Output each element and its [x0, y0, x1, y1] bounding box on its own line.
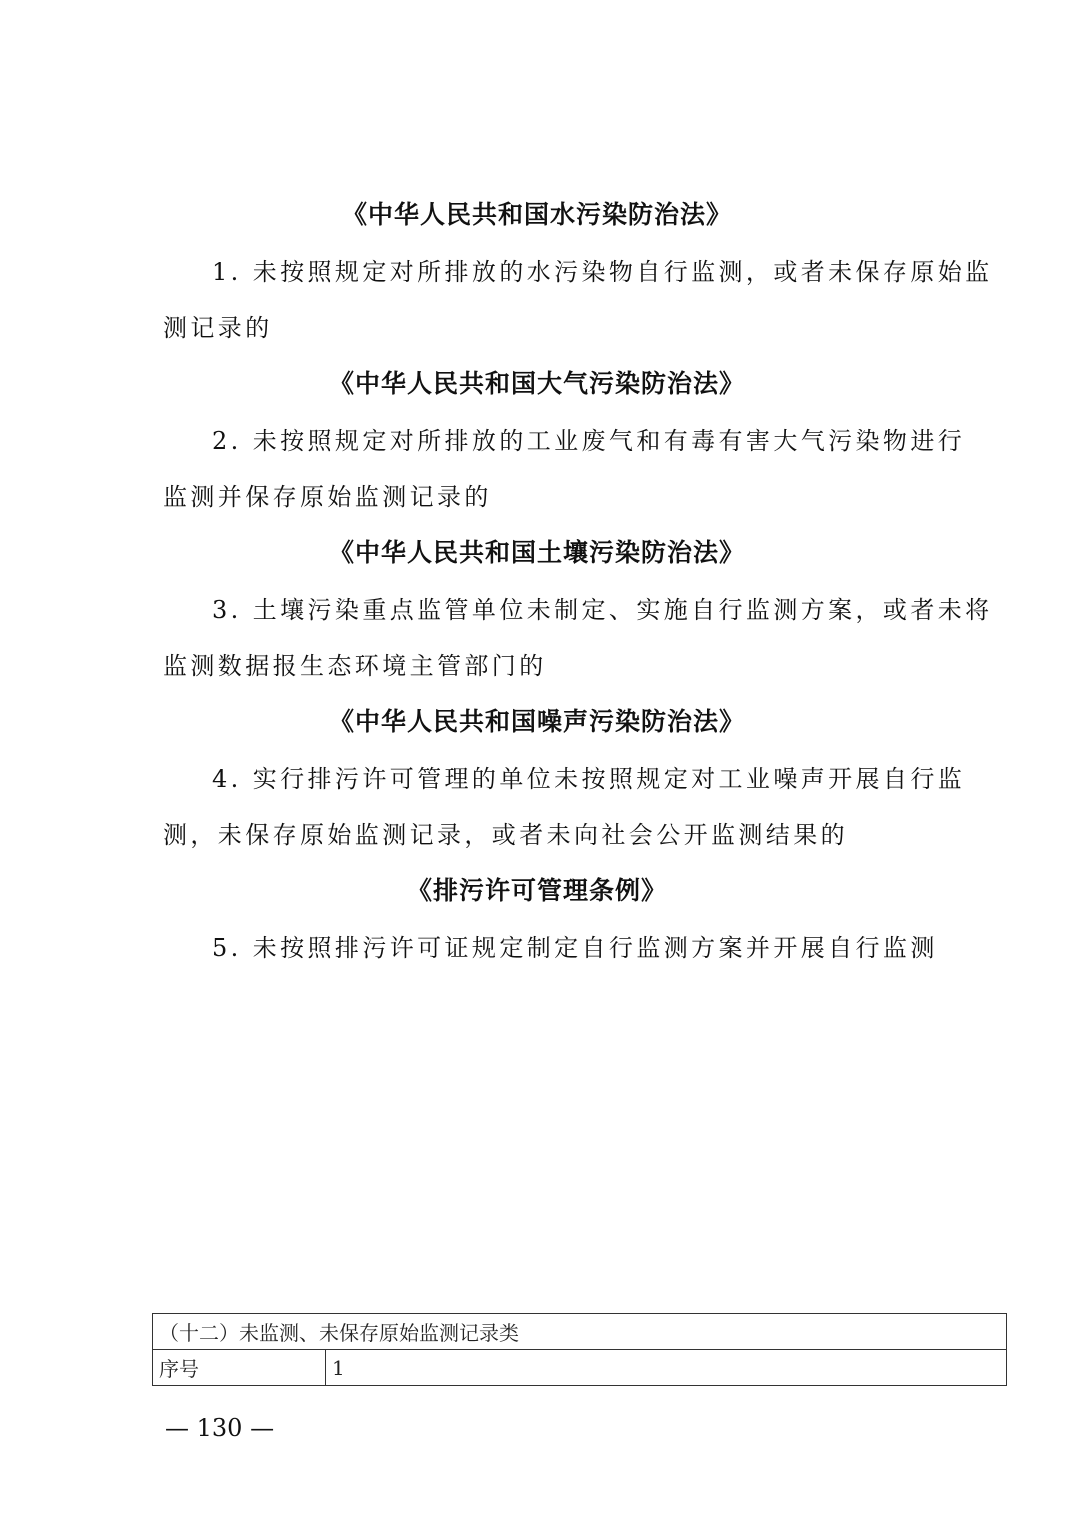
serial-label-cell: 序号: [153, 1350, 326, 1386]
category-table: [152, 1313, 1007, 1386]
item-3-line-2: 监测数据报生态环境主管部门的: [163, 652, 547, 680]
item-4-line-2: 测，未保存原始监测记录，或者未向社会公开监测结果的: [163, 821, 848, 849]
law-heading-soil: 《中华人民共和国土壤污染防治法》: [328, 538, 745, 567]
law-heading-air: 《中华人民共和国大气污染防治法》: [328, 369, 745, 398]
item-3-line-1: 3. 土壤污染重点监管单位未制定、实施自行监测方案，或者未将: [212, 596, 993, 624]
page-number: — 130 —: [165, 1414, 275, 1442]
law-heading-water: 《中华人民共和国水污染防治法》: [341, 200, 732, 229]
category-title-cell: （十二）未监测、未保存原始监测记录类: [153, 1314, 1007, 1350]
item-4-line-1: 4. 实行排污许可管理的单位未按照规定对工业噪声开展自行监: [212, 765, 966, 793]
regulation-heading-permit: 《排污许可管理条例》: [406, 876, 667, 905]
table-row: [153, 1350, 1007, 1386]
item-1-line-2: 测记录的: [163, 314, 273, 342]
item-2-line-1: 2. 未按照规定对所排放的工业废气和有毒有害大气污染物进行: [212, 427, 966, 455]
table-row: [153, 1314, 1007, 1350]
serial-value-cell: 1: [326, 1350, 1007, 1386]
item-2-line-2: 监测并保存原始监测记录的: [163, 483, 492, 511]
law-heading-noise: 《中华人民共和国噪声污染防治法》: [328, 707, 745, 736]
item-1-line-1: 1. 未按照规定对所排放的水污染物自行监测，或者未保存原始监: [212, 258, 993, 286]
item-5-line-1: 5. 未按照排污许可证规定制定自行监测方案并开展自行监测: [212, 934, 938, 962]
